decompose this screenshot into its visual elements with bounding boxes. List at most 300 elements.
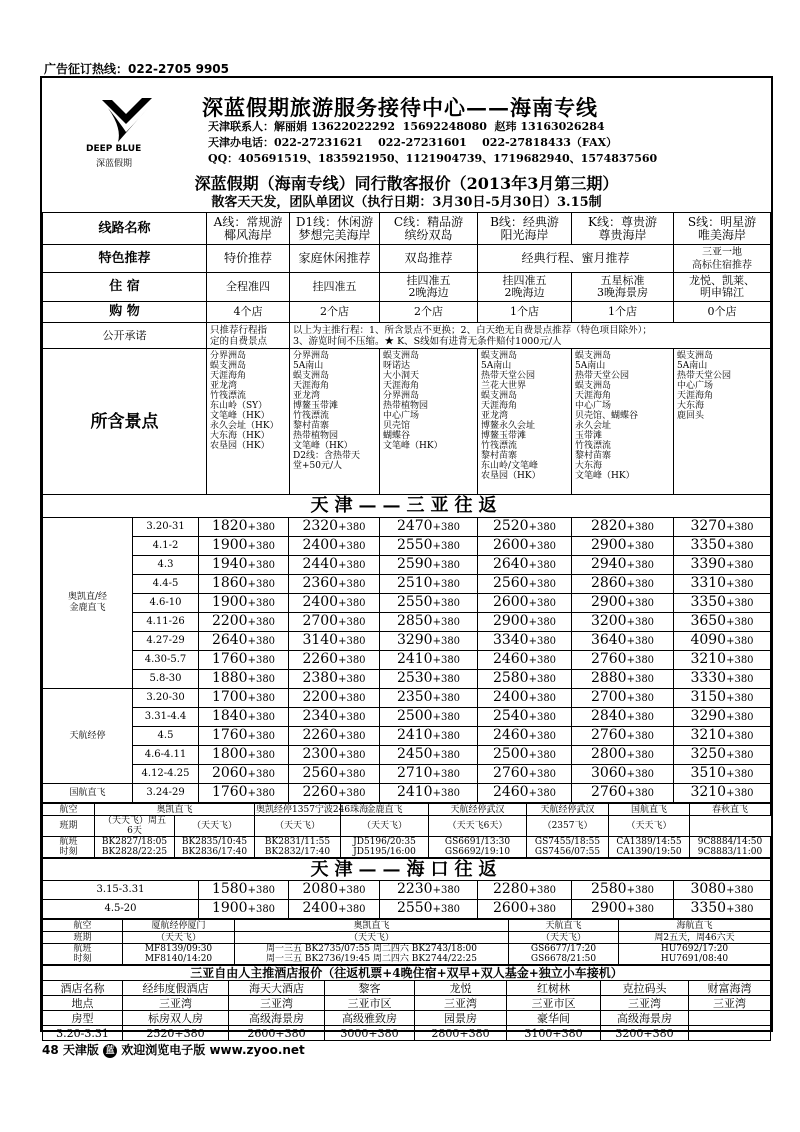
price-suffix: +380	[247, 731, 276, 742]
feature-cell: 双岛推荐	[380, 245, 478, 273]
page-title: 深蓝假期（海南专线）同行散客报价（2013年3月第三期）	[194, 174, 619, 193]
shopping-cell: 4个店	[207, 302, 290, 323]
price-suffix: +380	[432, 560, 461, 571]
sights-cell: 蜈支洲岛 呀诺达 大小洞天 天涯海角 分界洲岛 热带植物园 中心广场 贝壳馆 蝴蝶谷 文笔峰（HK）	[380, 349, 478, 495]
flight-cell: GS6677/17:20 GS6678/21:50	[509, 944, 619, 965]
row-label: 航空	[43, 804, 95, 816]
feature-label: 特色推荐	[43, 245, 207, 273]
price-suffix: +380	[338, 712, 366, 723]
route-k: K线：尊贵游 尊贵海岸	[572, 213, 674, 245]
shopping-cell: 2个店	[380, 302, 478, 323]
price-suffix: +380	[726, 674, 754, 685]
price-value: 3290	[690, 708, 727, 724]
price-value: 1900	[211, 594, 248, 610]
hotel-cell: 红树林	[507, 981, 601, 996]
date-cell: 3.24-29	[133, 784, 199, 803]
price-cell	[199, 556, 289, 575]
flight-cell: （天天飞）	[235, 932, 509, 944]
flight-cell: 厦航经停厦门	[123, 920, 235, 932]
hotel-cell: 全程准四	[207, 273, 290, 302]
flight-cell: 奥凯经停1357宁波246珠海	[256, 804, 369, 815]
route-b: B线：经典游 阳光海岸	[478, 213, 572, 245]
group-label: 国航直飞	[43, 784, 133, 803]
hotel-cell: 3200+380	[601, 1026, 689, 1041]
price-value: 2400	[302, 900, 339, 916]
price-cell	[380, 708, 478, 727]
price-suffix: +380	[726, 560, 754, 571]
price-suffix: +380	[247, 904, 276, 915]
promise-rest: 以上为主推行程：1、所含景点不更换；2、白天绝无自费景点推荐（特色项目除外）； 3、游览时间不压缩。★ K、S线如有进背无条件赔付1000元/人	[290, 323, 771, 349]
price-cell	[674, 594, 771, 613]
hotel-cell: 财富海湾	[689, 981, 771, 996]
price-cell	[572, 708, 674, 727]
hotel-prices-row	[43, 1026, 771, 1041]
price-cell	[199, 670, 289, 689]
price-value: 2600	[492, 537, 529, 553]
price-suffix: +380	[626, 885, 655, 896]
price-value: 2760	[590, 651, 627, 667]
price-suffix: +380	[626, 636, 655, 647]
page-subtitle: 散客天天发，团队单团议（执行日期：3月30日-5月30日）3.15制	[211, 195, 602, 210]
row-label: 班期	[43, 816, 95, 837]
price-suffix: +380	[432, 750, 461, 761]
sanya-price-row	[43, 765, 771, 784]
price-cell	[380, 746, 478, 765]
price-value: 2200	[211, 613, 248, 629]
price-value: 2590	[396, 556, 433, 572]
price-cell	[572, 670, 674, 689]
price-suffix: +380	[528, 674, 557, 685]
hotel-cell	[689, 1026, 771, 1041]
price-value: 2080	[302, 881, 339, 897]
flight-cell: （天天飞）	[341, 816, 429, 837]
price-value: 3290	[396, 632, 433, 648]
price-cell	[289, 727, 380, 746]
hotel-cell: 3000+380	[325, 1026, 415, 1041]
price-cell	[572, 613, 674, 632]
price-cell	[199, 765, 289, 784]
sanya-price-row	[43, 518, 771, 537]
hotel-cell: 2520+380	[123, 1026, 229, 1041]
price-suffix: +380	[528, 769, 557, 780]
price-suffix: +380	[432, 522, 461, 533]
flight-cell: （天天飞）	[509, 932, 619, 944]
header	[42, 78, 771, 170]
price-suffix: +380	[247, 598, 276, 609]
row-label: 3.20-3.31	[43, 1026, 123, 1041]
price-cell	[199, 881, 289, 900]
sights-label: 所含景点	[43, 349, 207, 495]
price-cell	[674, 727, 771, 746]
price-suffix: +380	[432, 904, 461, 915]
price-value: 2510	[396, 575, 433, 591]
price-cell	[478, 746, 572, 765]
row-label: 航班 时刻	[43, 944, 123, 965]
sights-cell: 蜈支洲岛 5A南山 热带天堂公园 蜈支洲岛 天涯海角 中心广场 贝壳馆、蝴蝶谷 永久会址 玉带滩 竹筏漂流 黎村苗寨 大东海 文笔峰（HK）	[572, 349, 674, 495]
price-cell	[478, 613, 572, 632]
price-cell	[572, 575, 674, 594]
routes-table	[42, 212, 771, 495]
price-value: 2400	[302, 594, 339, 610]
price-value: 2440	[302, 556, 339, 572]
price-value: 2550	[396, 594, 433, 610]
hotel-cell: 挂四准五	[290, 273, 380, 302]
date-cell: 4.5-20	[43, 900, 199, 919]
flight-cell: HU7692/17:20 HU7691/08:40	[619, 944, 771, 965]
price-cell	[572, 537, 674, 556]
price-value: 2540	[492, 708, 529, 724]
hotel-cell: 龙悦	[415, 981, 507, 996]
sanya-price-row	[43, 670, 771, 689]
price-value: 3250	[690, 746, 727, 762]
price-suffix: +380	[247, 693, 276, 704]
hotel-cell: 黎客	[325, 981, 415, 996]
price-suffix: +380	[626, 674, 655, 685]
flight-cell: MF8139/09:30 MF8140/14:20	[123, 944, 235, 965]
row-label: 航空	[43, 920, 123, 932]
price-cell	[289, 651, 380, 670]
shopping-row	[43, 302, 771, 323]
price-cell	[380, 689, 478, 708]
price-value: 1940	[211, 556, 248, 572]
price-suffix: +380	[338, 598, 366, 609]
price-value: 3200	[590, 613, 627, 629]
hotel-cell: 海天大酒店	[229, 981, 325, 996]
hotel-cell: 2600+380	[229, 1026, 325, 1041]
price-cell	[674, 670, 771, 689]
price-suffix: +380	[726, 636, 754, 647]
date-cell: 4.27-29	[133, 632, 199, 651]
price-cell	[289, 556, 380, 575]
price-suffix: +380	[528, 750, 557, 761]
price-cell	[380, 556, 478, 575]
price-cell	[572, 784, 674, 803]
price-value: 1580	[211, 881, 248, 897]
haikou-times-row	[43, 944, 771, 965]
price-suffix: +380	[626, 750, 655, 761]
price-value: 3640	[590, 632, 627, 648]
price-cell	[199, 537, 289, 556]
price-value: 2700	[302, 613, 339, 629]
group-label: 奥凯直/经 金鹿直飞	[43, 518, 133, 689]
price-value: 1800	[211, 746, 248, 762]
price-suffix: +380	[338, 655, 366, 666]
hotel-cell: 2800+380	[415, 1026, 507, 1041]
deep-blue-badge-icon: 蓝	[103, 1044, 117, 1058]
hotel-table-title: 三亚自由人主推酒店报价（往返机票+4晚住宿+双早+双人基金+独立小车接机）	[43, 966, 771, 981]
hotel-cell: 园景房	[415, 1011, 507, 1026]
price-value: 2400	[302, 537, 339, 553]
price-suffix: +380	[432, 541, 461, 552]
price-value: 2260	[302, 651, 339, 667]
date-cell: 4.11-26	[133, 613, 199, 632]
price-suffix: +380	[528, 579, 557, 590]
price-suffix: +380	[432, 788, 461, 799]
feature-cell: 三亚一地 高标住宿推荐	[674, 245, 771, 273]
contacts: 天津联系人：解丽娟 13622022292 15692248080 赵玮 13163026284 天津办电话：022-27231621 022-27231601 022-27818433（FAX） QQ：405691519、1835921950、1121904739、1719682940、1574837560	[208, 120, 658, 165]
price-cell	[289, 670, 380, 689]
price-cell	[380, 784, 478, 803]
ad-hotline: 广告征订热线：022-2705 9905	[44, 62, 230, 76]
price-suffix: +380	[726, 750, 754, 761]
price-value: 2460	[492, 651, 529, 667]
price-suffix: +380	[626, 579, 655, 590]
price-cell	[380, 900, 478, 919]
sights-cell: 分界洲岛 蜈支洲岛 天涯海角 亚龙湾 竹筏漂流 东山岭（SY） 文笔峰（HK） 永久会址（HK） 大东海（HK） 农垦园（HK）	[207, 349, 290, 495]
price-value: 2460	[492, 727, 529, 743]
price-suffix: +380	[626, 655, 655, 666]
price-cell	[478, 594, 572, 613]
hotel-cell: 挂四准五 2晚海边	[478, 273, 572, 302]
price-value: 3330	[690, 670, 727, 686]
date-cell: 4.5	[133, 727, 199, 746]
price-suffix: +380	[338, 522, 366, 533]
promise-row	[43, 323, 771, 349]
price-suffix: +380	[247, 885, 276, 896]
price-value: 2410	[396, 651, 433, 667]
price-value: 2450	[396, 746, 433, 762]
price-cell	[674, 784, 771, 803]
price-value: 2710	[396, 765, 433, 781]
price-value: 3210	[690, 651, 727, 667]
sights-row	[43, 349, 771, 495]
price-suffix: +380	[247, 674, 276, 685]
row-label: 班期	[43, 932, 123, 944]
price-suffix: +380	[726, 712, 754, 723]
price-value: 2600	[492, 900, 529, 916]
price-suffix: +380	[247, 750, 276, 761]
price-value: 2230	[396, 881, 433, 897]
price-cell	[674, 746, 771, 765]
haikou-price-row	[43, 881, 771, 900]
price-suffix: +380	[338, 731, 366, 742]
price-cell	[674, 708, 771, 727]
price-suffix: +380	[338, 560, 366, 571]
price-cell	[380, 594, 478, 613]
price-value: 3510	[690, 765, 727, 781]
price-suffix: +380	[432, 674, 461, 685]
price-cell	[572, 632, 674, 651]
price-value: 3140	[302, 632, 339, 648]
price-cell	[199, 900, 289, 919]
price-cell	[380, 881, 478, 900]
sanya-price-row	[43, 537, 771, 556]
flight-cell: （2357飞）	[527, 816, 609, 837]
price-cell	[478, 575, 572, 594]
hotel-locations-row	[43, 996, 771, 1011]
hotel-cell: 三亚湾	[229, 996, 325, 1011]
price-value: 2820	[590, 518, 627, 534]
price-value: 2550	[396, 900, 433, 916]
price-suffix: +380	[338, 541, 366, 552]
price-cell	[380, 727, 478, 746]
price-value: 2900	[492, 613, 529, 629]
flight-cell: 天航经停武汉	[429, 804, 527, 816]
price-cell	[289, 784, 380, 803]
price-suffix: +380	[247, 579, 276, 590]
hotel-cell: 龙悦、凯莱、 明申锦江	[674, 273, 771, 302]
price-suffix: +380	[626, 731, 655, 742]
price-value: 1760	[211, 727, 248, 743]
price-value: 1760	[211, 784, 248, 800]
flight-cell: 天航经停武汉	[527, 804, 609, 816]
price-value: 2300	[302, 746, 339, 762]
haikou-price-table	[42, 880, 771, 919]
price-suffix: +380	[726, 579, 754, 590]
price-cell	[199, 613, 289, 632]
feature-cell: 特价推荐	[207, 245, 290, 273]
sanya-price-row	[43, 594, 771, 613]
price-cell	[380, 632, 478, 651]
price-cell	[478, 708, 572, 727]
price-suffix: +380	[528, 522, 557, 533]
haikou-banner: 天津——海口往返	[42, 858, 771, 880]
route-s: S线：明星游 唯美海岸	[674, 213, 771, 245]
price-suffix: +380	[626, 788, 655, 799]
price-cell	[674, 881, 771, 900]
flight-cell: 天航直飞	[509, 920, 619, 932]
price-value: 2880	[590, 670, 627, 686]
price-cell	[289, 632, 380, 651]
sanya-times-row	[43, 837, 771, 858]
price-value: 4090	[690, 632, 727, 648]
price-value: 1700	[211, 689, 248, 705]
company-name: 深蓝假期旅游服务接待中心——海南专线	[202, 95, 598, 120]
price-suffix: +380	[726, 541, 754, 552]
price-suffix: +380	[626, 617, 655, 628]
price-value: 2640	[211, 632, 248, 648]
date-cell: 5.8-30	[133, 670, 199, 689]
price-cell	[289, 746, 380, 765]
price-suffix: +380	[247, 522, 276, 533]
price-cell	[289, 613, 380, 632]
sanya-flight-table	[42, 803, 771, 858]
price-suffix: +380	[528, 731, 557, 742]
shopping-label: 购 物	[43, 302, 207, 323]
price-suffix: +380	[338, 693, 366, 704]
price-suffix: +380	[626, 693, 655, 704]
price-value: 3350	[690, 900, 727, 916]
price-value: 2700	[590, 689, 627, 705]
group-label: 天航经停	[43, 689, 133, 784]
price-value: 2500	[492, 746, 529, 762]
flight-cell: CA1389/14:55 CA1390/19:50	[609, 837, 690, 858]
price-suffix: +380	[528, 904, 557, 915]
hotel-cell: 豪华间	[507, 1011, 601, 1026]
shopping-cell: 2个店	[290, 302, 380, 323]
price-cell	[674, 632, 771, 651]
promise-label: 公开承诺	[43, 323, 207, 349]
price-suffix: +380	[247, 655, 276, 666]
hotel-names-row	[43, 981, 771, 996]
price-value: 2760	[590, 727, 627, 743]
price-suffix: +380	[626, 904, 655, 915]
price-suffix: +380	[528, 617, 557, 628]
flight-cell: 周2五天，周46六天	[619, 932, 771, 944]
price-value: 2380	[302, 670, 339, 686]
price-value: 3210	[690, 727, 727, 743]
price-value: 3150	[690, 689, 727, 705]
route-c: C线：精品游 缤纷双岛	[380, 213, 478, 245]
sanya-price-table	[42, 517, 771, 803]
price-value: 3350	[690, 537, 727, 553]
flight-cell: （天天飞）	[123, 932, 235, 944]
sanya-banner: 天津——三亚往返	[42, 495, 771, 517]
row-label: 地点	[43, 996, 123, 1011]
footer	[42, 1041, 305, 1058]
haikou-price-row	[43, 900, 771, 919]
price-value: 2320	[302, 518, 339, 534]
price-value: 1820	[211, 518, 248, 534]
shopping-cell: 0个店	[674, 302, 771, 323]
price-cell	[380, 765, 478, 784]
price-value: 2560	[302, 765, 339, 781]
price-value: 2900	[590, 537, 627, 553]
flight-cell: BK2835/10:45 BK2836/17:40	[175, 837, 255, 858]
hotel-cell: 高级雅致房	[325, 1011, 415, 1026]
price-suffix: +380	[528, 693, 557, 704]
price-suffix: +380	[726, 885, 754, 896]
price-suffix: +380	[432, 693, 461, 704]
flight-cell: BK2831/11:55 BK2832/17:40	[255, 837, 341, 858]
sights-cell: 分界洲岛 5A南山 蜈支洲岛 天涯海角 亚龙湾 博鳌玉带滩 竹筏漂流 黎村苗寨 热带植物园 文笔峰（HK） D2线：含热带天 堂+50元/人	[290, 349, 380, 495]
price-cell	[199, 594, 289, 613]
price-value: 1760	[211, 651, 248, 667]
flight-cell: GS7455/18:55 GS7456/07:55	[527, 837, 609, 858]
footer-text: 欢迎浏览电子版	[121, 1043, 206, 1057]
flight-cell: 奥凯直飞	[95, 804, 255, 816]
price-value: 1880	[211, 670, 248, 686]
price-suffix: +380	[726, 788, 754, 799]
footer-url[interactable]: www.zyoo.net	[209, 1043, 305, 1057]
price-suffix: +380	[432, 731, 461, 742]
price-cell	[199, 784, 289, 803]
price-cell	[380, 518, 478, 537]
price-value: 2850	[396, 613, 433, 629]
price-cell	[289, 765, 380, 784]
price-value: 2860	[590, 575, 627, 591]
price-cell	[199, 727, 289, 746]
price-suffix: +380	[247, 636, 276, 647]
hotel-cell	[689, 1011, 771, 1026]
page-frame	[40, 76, 773, 1040]
price-value: 3210	[690, 784, 727, 800]
sights-cell: 蜈支洲岛 5A南山 热带天堂公园 中心广场 天涯海角 大东海 鹿回头	[674, 349, 771, 495]
price-suffix: +380	[247, 712, 276, 723]
hotel-cell: 三亚湾	[123, 996, 229, 1011]
price-cell	[199, 518, 289, 537]
date-cell: 4.3	[133, 556, 199, 575]
hotel-cell: 三亚市区	[507, 996, 601, 1011]
price-value: 2760	[492, 765, 529, 781]
flight-cell: （天天飞）	[255, 816, 341, 837]
price-cell	[199, 651, 289, 670]
hotel-cell: 经纬度假酒店	[123, 981, 229, 996]
price-value: 2060	[211, 765, 248, 781]
price-value: 3310	[690, 575, 727, 591]
price-cell	[380, 651, 478, 670]
price-suffix: +380	[726, 522, 754, 533]
price-value: 3350	[690, 594, 727, 610]
price-suffix: +380	[626, 769, 655, 780]
price-cell	[289, 900, 380, 919]
price-suffix: +380	[626, 522, 655, 533]
price-suffix: +380	[432, 579, 461, 590]
price-cell	[674, 900, 771, 919]
price-suffix: +380	[432, 712, 461, 723]
flight-cell: JD5196/20:35 JD5195/16:00	[341, 837, 429, 858]
price-value: 3650	[690, 613, 727, 629]
